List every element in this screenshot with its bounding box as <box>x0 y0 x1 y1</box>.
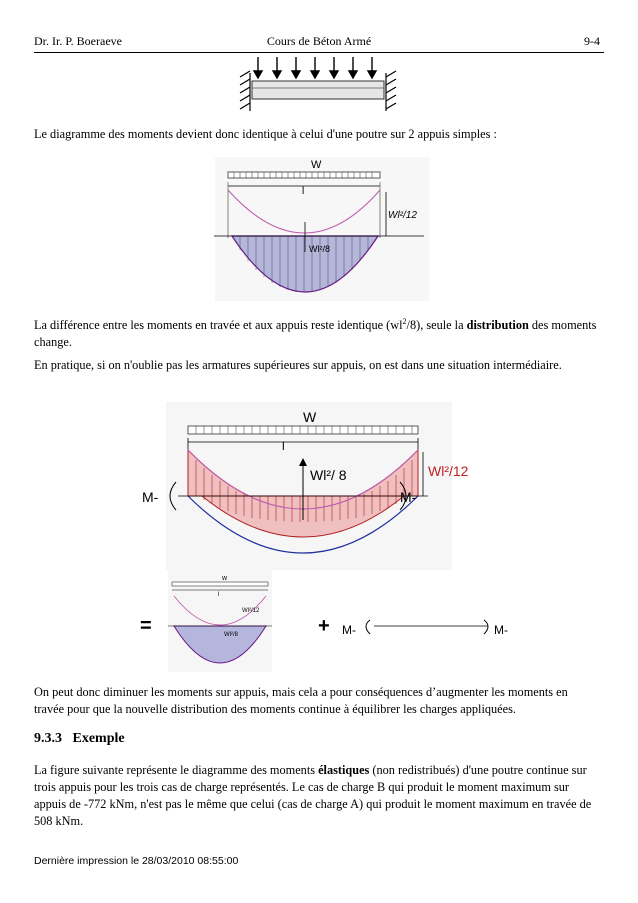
plus-sign: + <box>318 615 330 637</box>
paragraph-simple-supports: Le diagramme des moments devient donc identique à celui d'une poutre sur 2 appuis simples : <box>34 127 497 141</box>
top-span-l-label: l <box>282 439 285 453</box>
p2-bold-distribution: distribution <box>466 318 529 333</box>
top-support-label: Wl²/12 <box>428 463 469 479</box>
right-m-minus: M- <box>400 489 417 505</box>
p2-text-b: /8), seule la <box>406 318 467 333</box>
span-l-label: l <box>302 186 305 197</box>
paragraph-example <box>34 762 600 830</box>
p2-text-a: La différence entre les moments en travée et aux appuis reste identique (wl <box>34 318 403 333</box>
load-w-label: W <box>311 159 322 171</box>
paragraph-practice: En pratique, si on n'oublie pas les armatures supérieures sur appuis, on est dans une situation intermédiaire. <box>34 358 562 372</box>
header-course: Cours de Béton Armé <box>266 34 372 48</box>
left-m-minus: M- <box>142 489 159 505</box>
bottom-right-m-minus: M- <box>494 623 508 637</box>
moment-diagram-figure <box>214 156 430 302</box>
equals-sign: = <box>140 615 152 637</box>
paragraph-difference <box>34 313 600 351</box>
p2-superscript: 2 <box>402 317 407 326</box>
page-footer: Dernière impression le 28/03/2010 08:55:00 <box>34 855 239 867</box>
small-l-label: l <box>218 592 220 598</box>
p5-text-b: (non redistribués) d'une poutre continue sur trois appuis pour les trois cas de charge représentés. Le cas de charge B qui produit le moment maximum sur appuis de -772 kNm, n'est pas le même que celui (cas de charge A) qui produit le moment maximum en travée de 508 kNm. <box>34 763 592 828</box>
top-midspan-label: Wl²/ 8 <box>310 467 347 483</box>
page-header <box>34 34 604 53</box>
p2-text-c: des moments change. <box>34 318 597 350</box>
midspan-moment-label: Wl²/8 <box>309 244 330 254</box>
section-number: 9.3.3 <box>34 731 62 746</box>
small-w-label: w <box>222 575 228 582</box>
small-support-label: Wl²/12 <box>242 608 260 614</box>
redistribution-figure <box>138 400 528 672</box>
header-page-number: 9-4 <box>584 34 600 48</box>
small-midspan-label: Wl²/8 <box>224 632 238 638</box>
section-heading <box>34 731 125 747</box>
p5-text-a: La figure suivante représente le diagramme des moments <box>34 763 319 777</box>
bottom-left-m-minus: M- <box>342 623 356 637</box>
top-load-w-label: W <box>303 409 317 425</box>
p5-bold-elastiques: élastiques <box>318 763 370 777</box>
fixed-beam-figure <box>232 55 404 113</box>
support-moment-label: Wl²/12 <box>388 210 417 221</box>
header-author: Dr. Ir. P. Boeraeve <box>34 34 122 48</box>
section-title: Exemple <box>72 731 125 746</box>
paragraph-diminish-moments: On peut donc diminuer les moments sur appuis, mais cela a pour conséquences d’augmenter les moments en travée pour que la nouvelle distribution des moments continue à équilibrer les charges appliquées. <box>34 685 568 716</box>
